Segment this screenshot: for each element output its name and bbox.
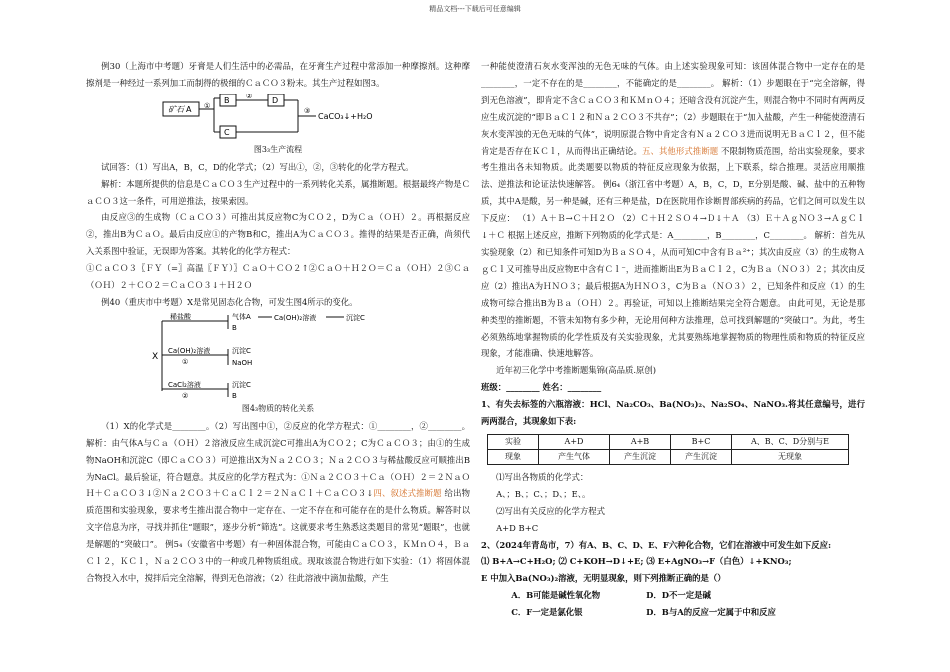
step-3: ③ bbox=[304, 106, 311, 115]
question-2-options-row-1 bbox=[481, 587, 865, 604]
precipitate-c-bottom: 沉淀C bbox=[232, 380, 251, 389]
table-cell: A+D bbox=[539, 434, 610, 449]
section-4-text: 给出物质范围和实验现象，要求考生推出混合物中一定存在、一定不存在和可能存在的是什么物质。解答时以文字信息为序，寻找并抓住“题眼”，逐步分析“筛选”。这就要求考生熟悉这类题目的常见“题眼”，也就是解题的“突破口”。 例5₄（安徽省中考题）有一种固体混合物，可能由ＣａＣＯ３，ＫＭｎＯ４，ＢａＣｌ２，ＫＣｌ，Ｎａ２ＣＯ３中的一种或几种物质组成。现取该混合物进行如下实验：（1）将固体混合物投入水中，搅拌后完全溶解，得到无色溶液；（2）往此溶液中滴加盐酸，产生 bbox=[86, 488, 470, 583]
right-column bbox=[481, 58, 865, 621]
section-5-heading: 五、其他形式推断题 bbox=[642, 145, 719, 156]
a-label: A bbox=[186, 104, 192, 114]
option-d1: D．D不一定是碱 bbox=[646, 590, 711, 601]
answer-40-text: （1）X的化学式是________。（2）写出图中①，②反应的化学方程式：①________，②________。 解析：由气体A与Ｃａ（ＯＨ）２溶液反应生成沉淀C可推出A为ＣＯ２；C为ＣａＣＯ３；由①的生成物NaOH和沉淀C（即ＣａＣＯ３）可逆推出X为Ｎａ２ＣＯ３；Ｎａ２ＣＯ３与稀盐酸反应可顺推出B为NaCl。最后验证，符合题意。其反应的化学方程式为：①Ｎａ２ＣＯ３＋Ｃａ（ＯＨ）２＝２ＮａＯＨ＋ＣａＣＯ３↓②Ｎａ２ＣＯ３＋ＣａＣｌ２＝２ＮａＣｌ＋ＣａＣＯ３↓ bbox=[86, 420, 470, 499]
q1-blanks: A、；B、；C、；D、；E、。 bbox=[496, 488, 591, 499]
step-1: ① bbox=[204, 101, 211, 110]
page-header: 精品文档---下载后可任意编辑 bbox=[429, 5, 521, 13]
option-c: C．F一定是氯化银 bbox=[511, 607, 583, 618]
b-label: B bbox=[224, 95, 230, 105]
option-d2: D．B与A的反应一定属于中和反应 bbox=[646, 607, 776, 618]
analysis-30: 解析：本题所提供的信息是ＣａＣＯ３生产过程中的一系列转化关系，属推断题。根据最终产物是ＣａＣＯ３这一条件，可用逆推法，按果索因。 bbox=[86, 178, 470, 206]
table-cell: 产生沉淀 bbox=[671, 449, 732, 464]
table-row bbox=[488, 449, 849, 464]
table-cell: 实验 bbox=[488, 434, 539, 449]
class-name-line: 班级：________ 姓名：________ bbox=[481, 382, 602, 393]
ore-label: 矿石 bbox=[168, 104, 184, 114]
table-cell: B+C bbox=[671, 434, 732, 449]
q1-equations: A+D B+C bbox=[496, 522, 539, 533]
example-6-text: 不限制物质范围，给出实验现象，要求考生推出各未知物质。此类题要以物质的特征反应现象为依据，上下联系，综合推理。灵活应用顺推法、逆推法和论证法快速解答。 例6₄（浙江省中考题）A，B，C，D，E分别是酸、碱、盐中的五种物质，其中A是酸，另一种是碱，还有三种是盐，D在医院用作诊断胃部疾病的药品，它们之间可以发生以下反应： （1）Ａ＋Ｂ→Ｃ＋Ｈ２Ｏ （2）Ｃ＋Ｈ２ＳＯ４→Ｄ↓＋Ａ （3）Ｅ＋ＡｇＮＯ３→ＡｇＣｌ↓＋Ｃ 根据上述反应，推断下列物质的化学式是：A________，B________，C________。 解析：首先从实验现象（2）和已知条件可知D为ＢａＳＯ４，从而可知C中含有Ｂａ²⁺；其次由反应（3）的生成物ＡｇＣｌ又可推导出反应物E中含有Ｃｌ⁻，进而推断出E为ＢａＣｌ２，C为Ｂａ（ＮＯ３）２；其次由反应（2）推出A为ＨＮＯ３；最后根据A为ＨＮＯ３，C为Ｂａ（ＮＯ３）２，已知条件和反应（1）的生成物可综合推出B为Ｂａ（ＯＨ）２。再验证，可知以上推断结果完全符合题意。 bbox=[481, 145, 865, 308]
step-2: ② bbox=[246, 93, 253, 100]
product-b-bottom: B bbox=[232, 391, 237, 399]
experiment-table bbox=[487, 434, 849, 465]
reagent-hcl: 稀盐酸 bbox=[170, 312, 191, 321]
left-column bbox=[86, 58, 470, 587]
product-b: B bbox=[232, 323, 237, 332]
table-cell: A、B、C、D分别与E bbox=[732, 434, 849, 449]
example-5-continuation bbox=[481, 58, 865, 362]
table-cell: 现象 bbox=[488, 449, 539, 464]
table-cell: 产生沉淀 bbox=[610, 449, 671, 464]
reaction-1: ① bbox=[182, 357, 189, 366]
figure-4-caption: 图4₃物质的转化关系 bbox=[241, 403, 315, 413]
reagent-caoh2: Ca(OH)₂溶液 bbox=[168, 346, 211, 355]
c-label: C bbox=[224, 127, 230, 137]
question-2-reactions: ⑴ B+A→C+H₂O; ⑵ C+KOH→D↓+E; ⑶ E+AgNO₃→F（白色）↓+KNO₃; bbox=[481, 556, 792, 567]
naoh-label: NaOH bbox=[232, 358, 253, 367]
collection-title: 近年初三化学中考推断题集锦(高品质.原创) bbox=[496, 365, 657, 376]
table-cell: 无现象 bbox=[732, 449, 849, 464]
example-30-intro: 例30（上海市中考题）牙膏是人们生活中的必需品，在牙膏生产过程中常添加一种摩擦剂。这种摩擦剂是一种经过一系列加工而制得的极细的ＣａＣＯ３粉末。其生产过程如图3。 bbox=[86, 61, 470, 88]
x-label: X bbox=[152, 351, 159, 362]
figure-4-transformation bbox=[148, 313, 408, 399]
reaction-2: ② bbox=[182, 391, 189, 399]
section-4-heading: 四、叙述式推断题 bbox=[373, 488, 442, 499]
figure-3-production-flow bbox=[158, 94, 398, 140]
reagent-cacl2: CaCl₂溶液 bbox=[168, 380, 201, 389]
table-row bbox=[488, 434, 849, 449]
caoh2-solution: Ca(OH)₂溶液 bbox=[274, 313, 317, 322]
equations-30: ①ＣａＣＯ３〖ＦＹ（=〗高温〖ＦＹ）〗ＣａＯ＋ＣＯ２↑②ＣａＯ＋Ｈ２Ｏ＝Ｃａ（ＯＨ）２③Ｃａ（ＯＨ）２＋ＣＯ２＝ＣａＣＯ３↓＋Ｈ２Ｏ bbox=[86, 263, 470, 291]
q1-part-2: ⑵写出有关反应的化学方程式 bbox=[496, 505, 605, 516]
question-2: 2、（2024年青岛市，7）有A、B、C、D、E、F六种化合物，它们在溶液中可发生如下反应: bbox=[481, 539, 832, 550]
figure-3-caption: 图3₃生产流程 bbox=[253, 144, 303, 154]
question-2-stem: E 中加入Ba(NO₃)₂溶液，无明显现象，则下列推断正确的是（） bbox=[481, 573, 726, 584]
question-2-options-row-2 bbox=[481, 604, 865, 621]
precipitate-c-top: 沉淀C bbox=[346, 313, 365, 322]
table-cell: A+B bbox=[610, 434, 671, 449]
example-5-text: 一种能使澄清石灰水变浑浊的无色无味的气体。由上述实验现象可知：该固体混合物中一定存在的是________，一定不存在的是________，不能确定的是________。 解析：（1）步题眼在于“完全溶解，得到无色溶液”，即肯定不含ＣａＣＯ３和ＫＭｎＯ４；还暗含没有沉淀产生，则混合物中不同时有两两反应生成沉淀的“即ＢａＣｌ２和Ｎａ２ＣＯ３不共存”；（2）步题眼在于“加入盐酸，产生一种能使澄清石灰水变浑浊的无色无味的气体”，说明原混合物中肯定含有Ｎａ２ＣＯ３进而说明无ＢａＣｌ２，但不能肯定是否存在ＫＣｌ，从而得出正确结论。 bbox=[481, 61, 865, 156]
conclusion-text: 由此可见，无论是那种类型的推断题，不管未知物有多少种，无论用何种方法推理，总可找到解题的“突破口”。为此，考生必须熟练地掌握物质的化学性质及有关实验现象，尤其要熟练地掌握物质的物理性质和物质的特征反应现象，才能准确、快速地解答。 bbox=[481, 297, 865, 359]
precipitate-c-mid: 沉淀C bbox=[232, 346, 251, 355]
gas-a: 气体A bbox=[232, 312, 251, 321]
q1-part-1: ⑴写出各物质的化学式： bbox=[496, 471, 589, 482]
question-40-answer bbox=[86, 418, 470, 587]
example-40-intro: 例40（重庆市中考题）X是常见固态化合物，可发生图4所示的变化。 bbox=[101, 296, 358, 307]
reasoning-30: 由反应③的生成物（ＣａＣＯ３）可推出其反应物C为ＣＯ２，D为Ｃａ（ＯＨ）２。再根据反应②，推出B为ＣａＯ。最后由反应①的产物B和C，推出A为ＣａＣＯ３。推得的结果是否正确，尚须代入关系图中验证，无误即为答案。其转化的化学方程式： bbox=[86, 212, 470, 257]
question-1: 1、有失去标签的六瓶溶液：HCl、Na₂CO₃、Ba(NO₃)₂、Na₂SO₄、NaNO₃.将其任意编号，进行两两混合，其现象如下表: bbox=[481, 399, 865, 427]
table-cell: 产生气体 bbox=[539, 449, 610, 464]
d-label: D bbox=[272, 95, 279, 105]
option-a: A．B可能是碱性氧化物 bbox=[511, 590, 601, 601]
question-30: 试回答：（1）写出A，B，C，D的化学式；（2）写出①，②，③转化的化学方程式。 bbox=[101, 161, 414, 172]
product-label: CaCO₃↓+H₂O bbox=[318, 111, 373, 121]
